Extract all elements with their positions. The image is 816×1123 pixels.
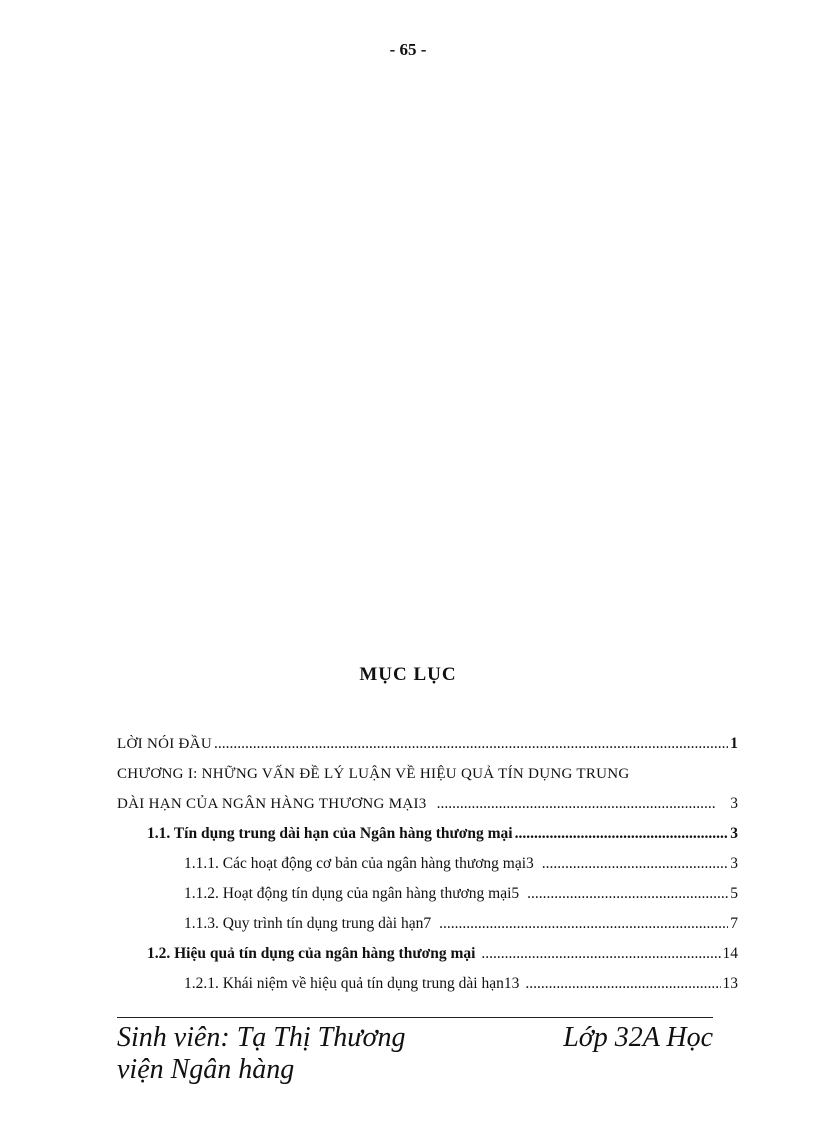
toc-entry-section-1-2[interactable] [117,943,738,973]
toc-entry-page: 13 [722,975,738,992]
toc-entry-section-1-2-1[interactable] [117,973,738,1003]
toc-entry-label: DÀI HẠN CỦA NGÂN HÀNG THƯƠNG MẠI3 [117,796,427,812]
toc-entry-label: 1.1.2. Hoạt động tín dụng của ngân hàng thương mại5 [184,885,520,902]
toc-entry-section-1-1-3[interactable] [117,913,738,943]
footer-student: Sinh viên: Tạ Thị Thương [117,1022,406,1053]
table-of-contents [117,733,738,1003]
toc-leader-dots [439,913,728,935]
toc-entry-label: 1.1. Tín dụng trung dài hạn của Ngân hàng thương mại [147,825,513,842]
toc-entry-page: 3 [730,795,738,812]
toc-entry-label: 1.1.1. Các hoạt động cơ bản của ngân hàng thương mại3 [184,855,534,872]
toc-leader-dots [527,883,728,905]
toc-entry-page: 14 [722,945,738,962]
toc-entry-page: 1 [730,735,738,752]
toc-entry-label: 1.1.3. Quy trình tín dụng trung dài hạn7 [184,915,432,932]
toc-leader-dots [437,793,717,815]
toc-entry-preface[interactable] [117,733,738,763]
page-footer [117,1022,713,1086]
toc-entry-label: CHƯƠNG I: NHỮNG VẤN ĐỀ LÝ LUẬN VỀ HIỆU QUẢ TÍN DỤNG TRUNG [117,766,630,782]
toc-entry-section-1-1[interactable] [117,823,738,853]
toc-leader-dots [515,823,729,845]
toc-leader-dots [542,853,728,875]
footer-institution: viện Ngân hàng [117,1054,295,1085]
toc-entry-page: 3 [730,825,738,842]
toc-leader-dots [214,733,728,755]
footer-divider [117,1017,713,1018]
toc-entry-page: 7 [730,915,738,932]
toc-entry-section-1-1-1[interactable] [117,853,738,883]
toc-entry-section-1-1-2[interactable] [117,883,738,913]
toc-entry-chapter-1[interactable] [117,763,738,793]
toc-leader-dots [525,973,720,995]
page-number: - 65 - [389,40,427,59]
toc-entry-page: 5 [730,885,738,902]
toc-entry-chapter-1-cont[interactable] [117,793,738,823]
toc-entry-label: 1.2. Hiệu quả tín dụng của ngân hàng thương mại [147,945,476,962]
toc-entry-label: 1.2.1. Khái niệm về hiệu quả tín dụng trung dài hạn13 [184,975,520,992]
toc-title: MỤC LỤC [359,664,457,685]
footer-class: Lớp 32A Học [563,1022,713,1053]
toc-leader-dots [481,943,720,965]
toc-entry-label: LỜI NÓI ĐẦU [117,736,212,752]
toc-entry-page: 3 [730,855,738,872]
